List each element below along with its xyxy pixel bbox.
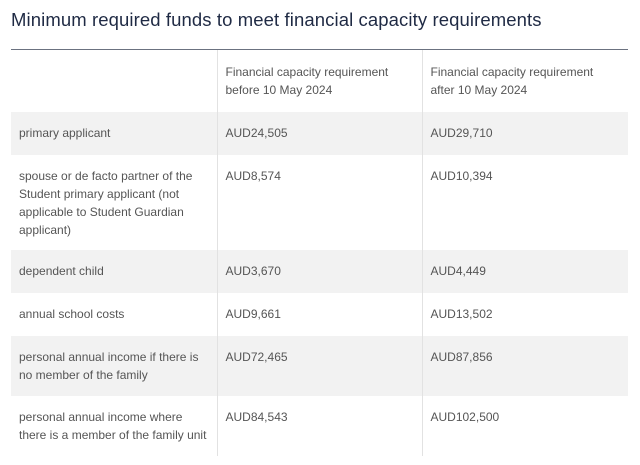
amount-before: AUD9,661 <box>217 293 422 336</box>
amount-before: AUD3,670 <box>217 250 422 293</box>
amount-before: AUD24,505 <box>217 112 422 155</box>
amount-after: AUD10,394 <box>422 155 628 250</box>
row-label: personal annual income if there is no member of the family <box>11 336 217 396</box>
amount-after: AUD13,502 <box>422 293 628 336</box>
page-title: Minimum required funds to meet financial capacity requirements <box>11 9 542 30</box>
header-cell-before: Financial capacity requirement before 10 May 2024 <box>217 50 422 112</box>
table-row <box>11 396 628 456</box>
table-row <box>11 155 628 250</box>
amount-before: AUD72,465 <box>217 336 422 396</box>
header-cell-category <box>11 50 217 112</box>
amount-before: AUD8,574 <box>217 155 422 250</box>
table-row <box>11 293 628 336</box>
table-row <box>11 250 628 293</box>
row-label: annual school costs <box>11 293 217 336</box>
amount-after: AUD4,449 <box>422 250 628 293</box>
table-row <box>11 112 628 155</box>
row-label: personal annual income where there is a member of the family unit <box>11 396 217 456</box>
funds-table <box>11 50 628 456</box>
amount-before: AUD84,543 <box>217 396 422 456</box>
table-header-row <box>11 50 628 112</box>
amount-after: AUD102,500 <box>422 396 628 456</box>
row-label: spouse or de facto partner of the Student primary applicant (not applicable to Student Guardian applicant) <box>11 155 217 250</box>
amount-after: AUD87,856 <box>422 336 628 396</box>
header-cell-after: Financial capacity requirement after 10 May 2024 <box>422 50 628 112</box>
row-label: dependent child <box>11 250 217 293</box>
amount-after: AUD29,710 <box>422 112 628 155</box>
table-row <box>11 336 628 396</box>
row-label: primary applicant <box>11 112 217 155</box>
